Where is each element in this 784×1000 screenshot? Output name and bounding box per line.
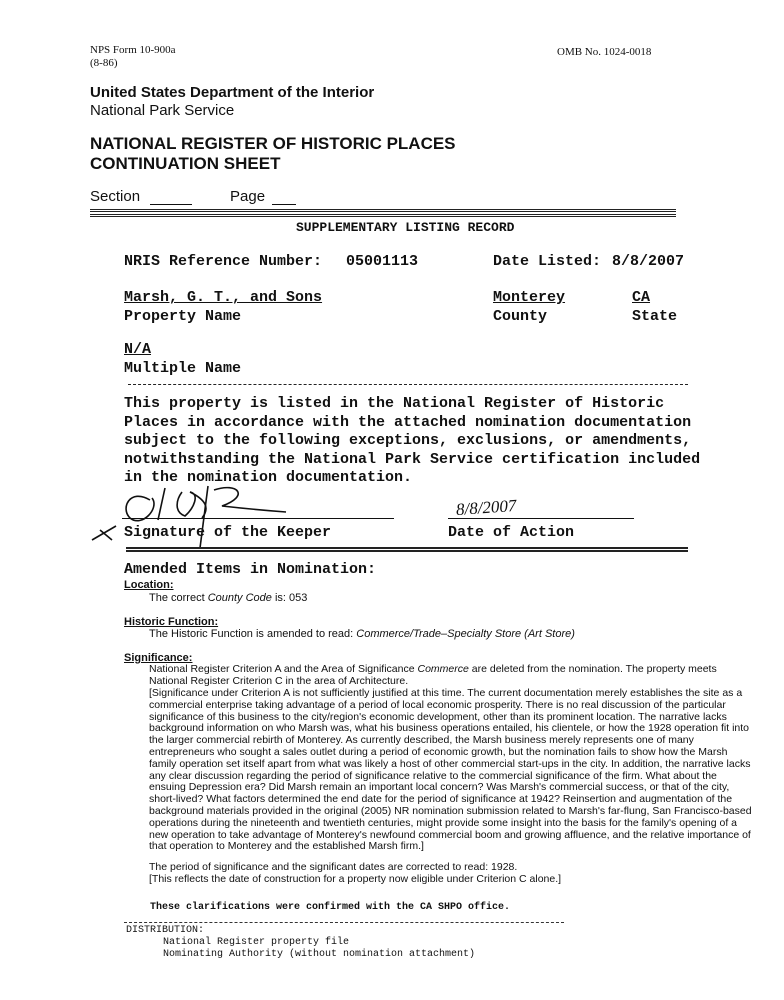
section-label: Section bbox=[90, 188, 141, 205]
county-label: County bbox=[493, 308, 548, 325]
omb-number: OMB No. 1024-0018 bbox=[557, 46, 652, 58]
nris-label: NRIS Reference Number: bbox=[124, 253, 323, 270]
property-name: Marsh, G. T., and Sons bbox=[124, 289, 323, 306]
page-label: Page bbox=[230, 188, 266, 205]
significance-paragraph-1: National Register Criterion A and the Area of Significance Commerce are deleted from the nomination. The property meets National Register Criterion C in the area of Architecture. bbox=[149, 663, 717, 687]
state-label: State bbox=[632, 308, 678, 325]
signature-line bbox=[122, 518, 394, 519]
significance-heading: Significance: bbox=[124, 652, 193, 664]
amended-heading: Amended Items in Nomination: bbox=[124, 561, 377, 578]
state-value: CA bbox=[632, 289, 651, 306]
distribution-item: Nominating Authority (without nomination attachment) bbox=[163, 949, 476, 960]
form-number: NPS Form 10-900a bbox=[90, 44, 176, 56]
date-listed-value: 8/8/2007 bbox=[612, 253, 685, 270]
property-name-label: Property Name bbox=[124, 308, 242, 325]
confirmation-note: These clarifications were confirmed with the CA SHPO office. bbox=[150, 902, 511, 913]
distribution-item: National Register property file bbox=[163, 937, 350, 948]
listing-statement: This property is listed in the National Register of Historic Places in accordance with the attached nomination documentation subject to the following exceptions, exclusions, or amendments, notwithstanding the National Park Service certification included in the nomination documentation. bbox=[124, 395, 701, 486]
date-of-action-handwritten: 8/8/2007 bbox=[455, 495, 518, 520]
signature-label: Signature of the Keeper bbox=[124, 524, 332, 541]
dashed-divider bbox=[128, 384, 688, 385]
significance-paragraph-2: [Significance under Criterion A is not sufficiently justified at this time. The current documentation merely establishes the site as a commercial enterprise taking advantage of a period of local economic prosperity. There is no real discussion of the particular significance of this business to the city/region's economic development, other than its prominent location. The narrative lacks background information on who Marsh was, what his business operations entailed, his clientele, or how the 1928 operation fit into the larger commercial rebirth of Monterey. As currently described, the Marsh business merely represents one of many entrepreneurs who sought a sales outlet during a period of economic growth, but the nomination fails to show how the Marsh family operation set itself apart from what was likely a host of other commercial start-ups in the city. In addition, the narrative lacks any clear discussion regarding the period of significance relative to the commercial significance of the firm. What about the ensuing Depression era? Did Marsh remain an important local concern? Was Marsh's commercial success, or that of the city, short-lived? What factors determined the end date for the period of significance at 1942? Reinsertion and augmentation of the background materials provided in the original (2005) NR nomination submission related to Marsh's far-flung, San Francisco-based operations during the nineteenth and twentieth centuries, might provide some insight into the basis for the family's opening of a new operation to take advantage of Monterey's newfound commercial boom and growing affluence, and the relative importance of that operation to Monterey and the established Marsh firm.] bbox=[149, 687, 752, 853]
multiple-name: N/A bbox=[124, 341, 152, 358]
multiple-name-label: Multiple Name bbox=[124, 360, 242, 377]
page-subtitle: CONTINUATION SHEET bbox=[90, 154, 281, 173]
service-name: National Park Service bbox=[90, 102, 235, 119]
page-title: NATIONAL REGISTER OF HISTORIC PLACES bbox=[90, 134, 456, 153]
location-text: The correct County Code is: 053 bbox=[149, 592, 308, 604]
date-line bbox=[448, 518, 634, 519]
keeper-signature bbox=[90, 478, 420, 553]
date-listed-label: Date Listed: bbox=[493, 253, 602, 270]
header-divider-2 bbox=[90, 214, 676, 217]
amended-divider bbox=[126, 547, 688, 552]
location-heading: Location: bbox=[124, 579, 174, 591]
page-blank bbox=[272, 204, 296, 205]
historic-function-text: The Historic Function is amended to read: Commerce/Trade–Specialty Store (Art Store) bbox=[149, 628, 575, 640]
department-name: United States Department of the Interior bbox=[90, 84, 375, 101]
significance-paragraph-3: The period of significance and the significant dates are corrected to read: 1928. bbox=[149, 861, 518, 873]
historic-function-heading: Historic Function: bbox=[124, 616, 219, 628]
distribution-label: DISTRIBUTION: bbox=[126, 925, 205, 936]
footer-divider bbox=[124, 922, 564, 923]
form-date: (8-86) bbox=[90, 57, 118, 69]
date-of-action-label: Date of Action bbox=[448, 524, 575, 541]
nris-value: 05001113 bbox=[346, 253, 419, 270]
significance-paragraph-4: [This reflects the date of construction for a property now eligible under Criterion C alone.] bbox=[149, 873, 562, 885]
section-blank bbox=[150, 204, 192, 205]
header-divider bbox=[90, 209, 676, 212]
county-value: Monterey bbox=[493, 289, 566, 306]
record-heading: SUPPLEMENTARY LISTING RECORD bbox=[296, 220, 515, 235]
